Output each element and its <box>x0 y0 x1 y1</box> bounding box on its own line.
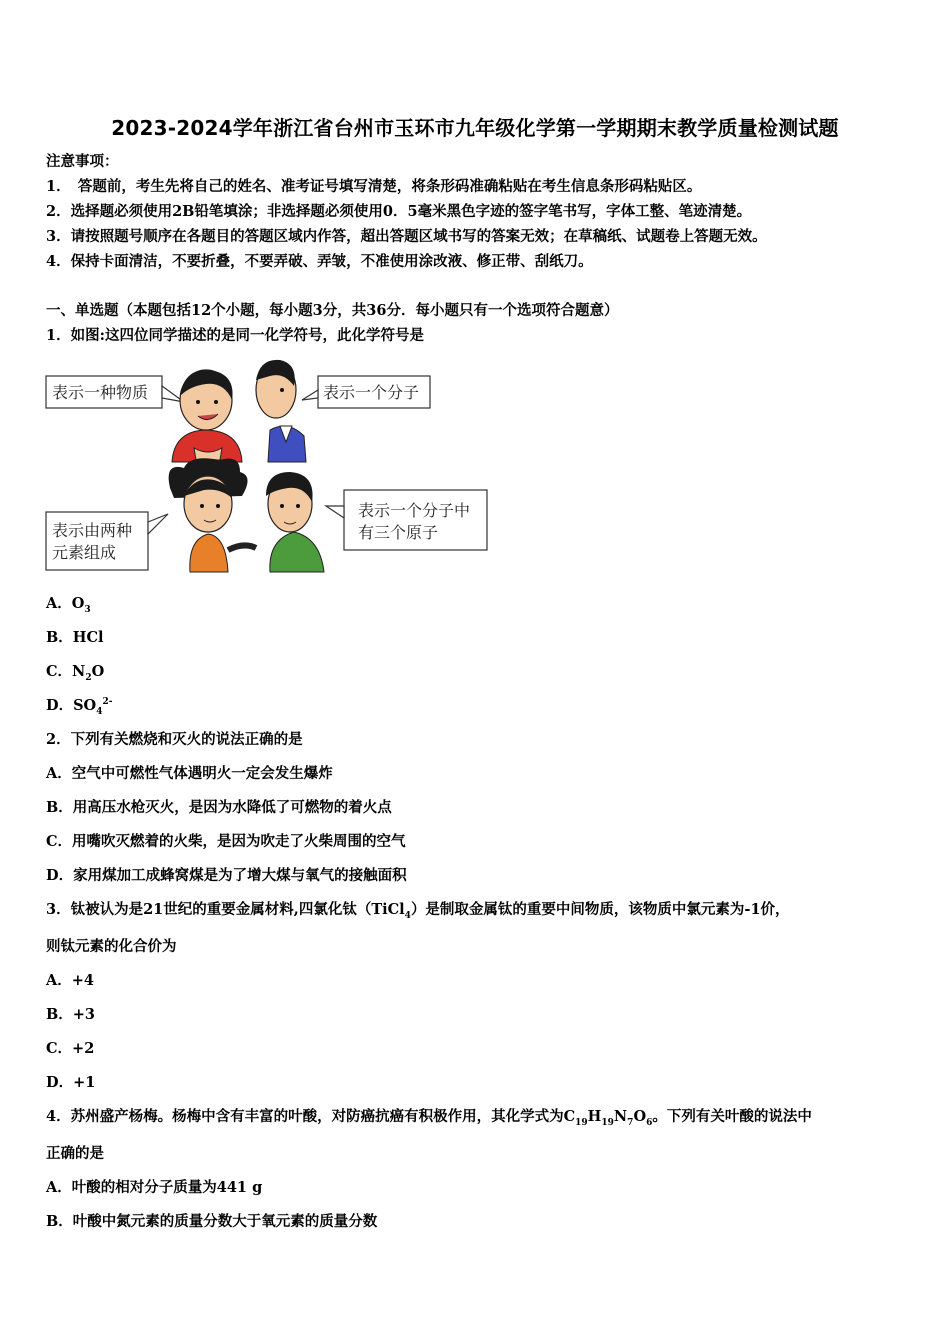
formula-subscript: 4 <box>96 706 103 717</box>
q3-option-d: D．+1 <box>46 1074 96 1091</box>
q3-stem-line2: 则钛元素的化合价为 <box>46 938 177 955</box>
q4-option-b: B．叶酸中氮元素的质量分数大于氧元素的质量分数 <box>46 1213 378 1230</box>
q4-stem-part: 4．苏州盛产杨梅。杨梅中含有丰富的叶酸，对防癌抗癌有积极作用，其化学式为C <box>46 1108 576 1125</box>
formula-part: N <box>613 1108 628 1125</box>
q3-option-b: B．+3 <box>46 1006 95 1023</box>
q2-option-b: B．用高压水枪灭火，是因为水降低了可燃物的着火点 <box>46 799 392 816</box>
q3-stem-part: 3．钛被认为是21世纪的重要金属材料,四氯化钛（TiCl <box>46 901 405 918</box>
q1-option-a <box>46 594 91 614</box>
student-1-figure <box>172 370 242 462</box>
bubble-2-text: 表示一个分子 <box>323 383 420 402</box>
formula-subscript: 2 <box>85 672 92 683</box>
speech-bubble-4 <box>326 490 487 550</box>
option-label: B． <box>46 629 73 646</box>
students-illustration <box>44 356 492 578</box>
formula-part: H <box>587 1108 602 1125</box>
student-2-figure <box>256 360 306 462</box>
speech-bubble-1 <box>46 376 184 408</box>
bubble-3-text-line2: 元素组成 <box>52 543 117 562</box>
q2-option-c: C．用嘴吹灭燃着的火柴，是因为吹走了火柴周围的空气 <box>46 833 406 850</box>
page-title: 2023-2024学年浙江省台州市玉环市九年级化学第一学期期末教学质量检测试题 <box>111 116 839 140</box>
q4-stem-part: 。下列有关叶酸的说法中 <box>652 1108 812 1125</box>
student-3-figure <box>169 458 256 572</box>
option-label: D． <box>46 697 74 714</box>
formula-subscript: 19 <box>575 1117 588 1128</box>
formula-subscript: 19 <box>601 1117 614 1128</box>
formula-superscript: 2- <box>102 697 113 708</box>
q2-option-d: D．家用煤加工成蜂窝煤是为了增大煤与氧气的接触面积 <box>46 867 407 884</box>
section-heading: 一、单选题（本题包括12个小题，每小题3分，共36分．每小题只有一个选项符合题意） <box>46 302 619 319</box>
q3-option-a: A．+4 <box>46 972 94 989</box>
formula-subscript: 3 <box>84 604 91 615</box>
speech-bubble-3 <box>46 512 168 570</box>
speech-bubble-2 <box>302 376 430 408</box>
q1-option-b <box>46 628 104 648</box>
option-label: C． <box>46 663 73 680</box>
bubble-1-text: 表示一种物质 <box>52 383 149 402</box>
formula-part: O <box>633 1108 647 1125</box>
q4-stem <box>46 1107 812 1127</box>
formula-subscript: 6 <box>646 1117 653 1128</box>
notice-item-3: 3．请按照题号顺序在各题目的答题区域内作答，超出答题区域书写的答案无效；在草稿纸、试题卷上答题无效。 <box>46 228 767 245</box>
option-label: A． <box>46 595 72 612</box>
formula-part: O <box>71 595 85 612</box>
bubble-4-text-line2: 有三个原子 <box>358 523 439 542</box>
q3-stem <box>46 900 790 920</box>
formula-part: O <box>91 663 105 680</box>
bubble-4-text-line1: 表示一个分子中 <box>358 501 471 520</box>
formula-subscript: 7 <box>627 1117 634 1128</box>
formula-part: SO <box>73 697 97 714</box>
notice-item-4: 4．保持卡面清洁，不要折叠，不要弄破、弄皱，不准使用涂改液、修正带、刮纸刀。 <box>46 253 593 270</box>
q4-stem-line2: 正确的是 <box>46 1145 104 1162</box>
bubble-3-text-line1: 表示由两种 <box>52 521 133 540</box>
q1-option-d <box>46 696 112 716</box>
notice-item-1: 1． 答题前，考生先将自己的姓名、准考证号填写清楚，将条形码准确粘贴在考生信息条形码粘贴区。 <box>46 178 702 195</box>
q3-stem-part: ）是制取金属钛的重要中间物质，该物质中氯元素为-1价， <box>410 901 790 918</box>
formula-part: HCl <box>72 629 104 646</box>
q4-option-a: A．叶酸的相对分子质量为441 g <box>46 1179 263 1196</box>
formula-part: N <box>72 663 86 680</box>
q1-stem: 1．如图:这四位同学描述的是同一化学符号，此化学符号是 <box>46 327 424 344</box>
notice-item-2: 2．选择题必须使用2B铅笔填涂；非选择题必须使用0．5毫米黑色字迹的签字笔书写，字体工整、笔迹清楚。 <box>46 203 752 220</box>
q3-option-c: C．+2 <box>46 1040 95 1057</box>
q2-option-a: A．空气中可燃性气体遇明火一定会发生爆炸 <box>46 765 333 782</box>
q2-stem: 2．下列有关燃烧和灭火的说法正确的是 <box>46 731 303 748</box>
q1-option-c <box>46 662 104 682</box>
student-4-figure <box>266 472 324 572</box>
notice-heading: 注意事项： <box>46 153 119 170</box>
formula-subscript: 4 <box>404 910 411 921</box>
